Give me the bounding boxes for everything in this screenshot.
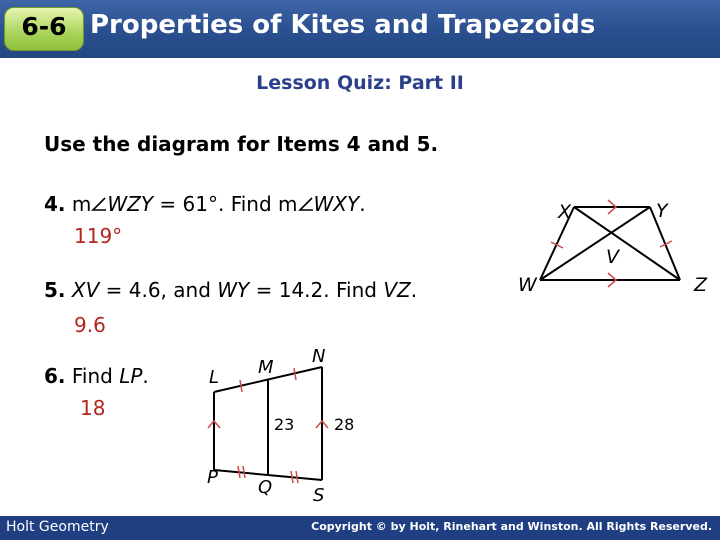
question-4-angle1: WZY [107, 192, 154, 216]
label-v: V [606, 246, 619, 268]
question-4-period: . [359, 192, 366, 216]
footer-course: Holt Geometry [6, 519, 109, 535]
question-6-seg: LP [119, 364, 143, 388]
tick-mark-qs-2 [296, 471, 298, 483]
question-4-text: = 61°. Find m [153, 192, 298, 216]
instruction-text: Use the diagram for Items 4 and 5. [44, 132, 439, 156]
trapezoid-diagram-1 [510, 190, 710, 300]
question-4-angle2: WXY [313, 192, 360, 216]
question-4-number: 4. [44, 192, 66, 216]
tick-mark-qs-1 [291, 471, 293, 483]
question-6-number: 6. [44, 364, 66, 388]
question-5-seg2: WY [217, 278, 250, 302]
question-5-seg1: XV [71, 278, 100, 302]
label-n: N [312, 346, 326, 367]
answer-6: 18 [80, 396, 106, 420]
tick-mark-pq-1 [238, 466, 240, 478]
answer-4: 119° [74, 224, 123, 248]
lesson-title: Properties of Kites and Trapezoids [90, 10, 596, 40]
footer-bar [0, 516, 720, 540]
footer-copyright: Copyright © by Holt, Rinehart and Winston. All Rights Reserved. [311, 520, 712, 533]
length-mq: 23 [274, 415, 295, 434]
question-5-number: 5. [44, 278, 66, 302]
question-6-text: Find [71, 364, 120, 388]
label-w: W [518, 274, 537, 296]
label-q: Q [258, 477, 273, 498]
label-z: Z [694, 274, 708, 296]
angle-icon [91, 196, 107, 212]
header-bar [0, 0, 720, 58]
label-p: P [207, 467, 218, 488]
quiz-subtitle: Lesson Quiz: Part II [256, 72, 464, 94]
section-number: 6-6 [21, 12, 67, 41]
answer-5: 9.6 [74, 313, 106, 337]
question-4-m1: m [71, 192, 92, 216]
question-6-period: . [142, 364, 149, 388]
label-l: L [209, 367, 220, 388]
length-ns: 28 [334, 415, 355, 434]
section-badge [4, 7, 84, 51]
question-4 [44, 192, 366, 216]
label-m: M [258, 357, 274, 378]
label-x: X [558, 201, 572, 223]
question-5-seg3: VZ [383, 278, 411, 302]
angle-icon [298, 196, 314, 212]
question-5-text1: = 4.6, and [99, 278, 218, 302]
question-5-text2: = 14.2. Find [249, 278, 384, 302]
question-6 [44, 364, 149, 388]
label-s: S [313, 485, 325, 506]
trapezoid-diagram-2 [200, 340, 370, 510]
question-5-period: . [410, 278, 418, 302]
tick-mark-pq-2 [243, 466, 245, 478]
tick-mark-lm [240, 380, 242, 392]
question-5 [44, 278, 417, 302]
tick-mark-mn [294, 368, 296, 380]
label-y: Y [656, 200, 668, 222]
